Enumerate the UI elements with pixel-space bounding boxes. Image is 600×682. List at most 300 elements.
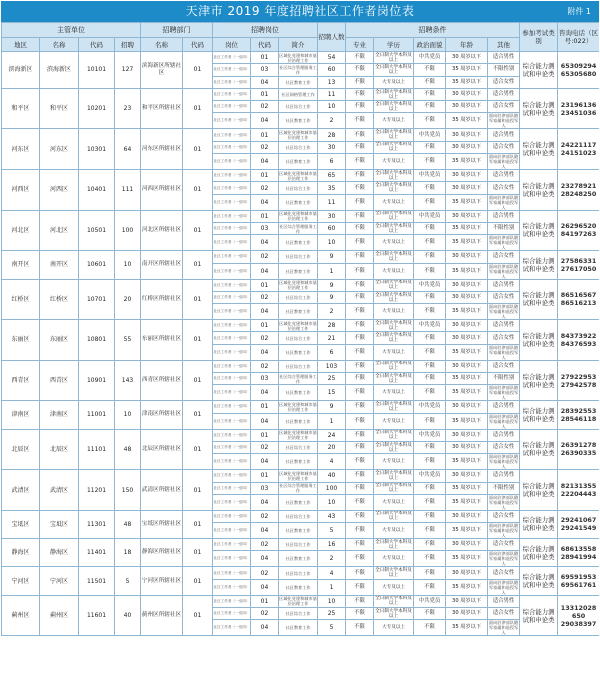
post-brief-cell: 社区教育工作 xyxy=(279,579,318,595)
political-cell: 不限 xyxy=(414,551,446,567)
age-cell: 30 周岁以下 xyxy=(446,251,488,263)
hire-total-cell: 100 xyxy=(115,210,141,251)
hire-count-cell: 43 xyxy=(318,510,346,522)
post-code-cell: 03 xyxy=(251,64,279,76)
post-code-cell: 01 xyxy=(251,470,279,482)
other-cell: 面向驻津部队随军家属和退役军人 xyxy=(488,113,519,129)
education-cell: 全日制大学本科及以上 xyxy=(375,142,412,153)
age-cell: 35 周岁以下 xyxy=(446,551,488,567)
exam-category-cell: 综合能力测试和申论类 xyxy=(520,52,558,89)
region-cell: 和平区 xyxy=(2,88,40,129)
post-name-cell: 社区工作者（一至四） xyxy=(213,263,251,279)
post-name-cell: 社区工作者（一至四） xyxy=(213,429,251,441)
post-code-cell: 02 xyxy=(251,182,279,194)
post-name-cell: 社区工作者（一至四） xyxy=(213,454,251,470)
phone-cell: 65309294 65305680 xyxy=(558,52,599,89)
unit-code-cell: 11101 xyxy=(79,429,115,470)
age-cell: 30 周岁以下 xyxy=(446,210,488,222)
dept-code-cell: 01 xyxy=(183,88,213,129)
post-name-cell: 社区工作者（一至四） xyxy=(213,170,251,182)
political-cell: 不限 xyxy=(414,154,446,170)
post-name-cell: 社区工作者（一至四） xyxy=(213,279,251,291)
unit-name-cell: 南开区 xyxy=(40,251,79,279)
unit-name-cell: 宝坻区 xyxy=(40,510,79,538)
political-cell: 中共党员 xyxy=(414,401,446,413)
post-code-cell: 02 xyxy=(251,441,279,453)
education-cell: 全日制大学本科及以上 xyxy=(375,251,412,262)
title-bar xyxy=(1,1,599,22)
other-cell: 面向驻津部队随军家属和退役军人 xyxy=(488,304,519,320)
age-cell: 30 周岁以下 xyxy=(446,470,488,482)
post-code-cell: 02 xyxy=(251,360,279,372)
major-cell: 不限 xyxy=(346,595,374,607)
phone-cell: 82131355 22204443 xyxy=(558,470,599,511)
political-cell: 中共党员 xyxy=(414,52,446,64)
hire-count-cell: 10 xyxy=(318,595,346,607)
major-cell: 不限 xyxy=(346,454,374,470)
hire-count-cell: 30 xyxy=(318,141,346,153)
major-cell: 不限 xyxy=(346,413,374,429)
political-cell: 中共党员 xyxy=(414,470,446,482)
political-cell: 中共党员 xyxy=(414,210,446,222)
major-cell: 不限 xyxy=(346,401,374,413)
post-brief-cell: 区域化党建和城市基层治理工作 xyxy=(279,430,317,441)
region-cell: 河东区 xyxy=(2,129,40,170)
post-code-cell: 02 xyxy=(251,141,279,153)
major-cell: 不限 xyxy=(346,360,374,372)
political-cell: 不限 xyxy=(414,141,446,153)
post-code-cell: 04 xyxy=(251,551,279,567)
other-cell: 不限性别 xyxy=(488,482,520,494)
age-cell: 30 周岁以下 xyxy=(446,510,488,522)
education-cell: 全日制大学本科及以上 xyxy=(375,320,412,331)
hire-count-cell: 5 xyxy=(318,620,346,636)
hire-count-cell: 6 xyxy=(318,154,346,170)
political-cell: 不限 xyxy=(414,88,446,100)
hire-count-cell: 21 xyxy=(318,332,346,344)
phone-cell: 24221117 24151023 xyxy=(558,129,599,170)
major-cell: 不限 xyxy=(346,263,374,279)
post-name-cell: 社区工作者（一至四） xyxy=(213,194,251,210)
education-cell: 大专及以上 xyxy=(374,113,414,129)
post-brief-cell: 社区教育工作 xyxy=(279,235,318,251)
dept-name-cell: 北辰区所辖社区 xyxy=(141,429,183,470)
education-cell: 全日制大学本科及以上 xyxy=(375,596,412,607)
header-phone: 咨询电话（区号:022） xyxy=(558,23,599,52)
education-cell: 全日制大学本科及以上 xyxy=(375,64,412,75)
post-code-cell: 01 xyxy=(251,52,279,64)
other-cell: 适合男性 xyxy=(488,170,520,182)
post-brief-cell: 社区教育工作 xyxy=(279,413,318,429)
age-cell: 35 周岁以下 xyxy=(446,222,488,234)
other-cell: 适合女性 xyxy=(488,101,520,113)
unit-code-cell: 11201 xyxy=(79,470,115,511)
phone-cell: 28392553 28546118 xyxy=(558,401,599,429)
post-brief-cell: 区域化党建和城市基层治理工作 xyxy=(279,320,317,331)
post-brief-cell: 社区综合工作 xyxy=(279,539,318,551)
post-brief-cell: 区域化党建和城市基层治理工作 xyxy=(279,170,317,181)
unit-code-cell: 10801 xyxy=(79,320,115,361)
post-name-cell: 社区工作者（一至四） xyxy=(213,551,251,567)
age-cell: 30 周岁以下 xyxy=(446,129,488,141)
political-cell: 不限 xyxy=(414,523,446,539)
hire-count-cell: 9 xyxy=(318,291,346,303)
header-age: 年龄 xyxy=(446,38,488,52)
hire-count-cell: 2 xyxy=(318,304,346,320)
education-cell: 全日制大学本科及以上 xyxy=(375,130,412,141)
exam-category-cell: 综合能力测试和申论类 xyxy=(520,595,558,636)
other-cell: 面向驻津部队随军家属和退役军人 xyxy=(488,194,519,210)
major-cell: 不限 xyxy=(346,182,374,194)
major-cell: 不限 xyxy=(346,101,374,113)
political-cell: 中共党员 xyxy=(414,595,446,607)
exam-category-cell: 综合能力测试和申论类 xyxy=(520,429,558,470)
post-brief-cell: 社区综合工作 xyxy=(279,567,318,579)
dept-code-cell: 01 xyxy=(183,429,213,470)
education-cell: 全日制大学本科及以上 xyxy=(375,89,412,100)
political-cell: 不限 xyxy=(414,291,446,303)
other-cell: 面向驻津部队随军家属和退役军人 xyxy=(488,620,519,636)
other-cell: 适合男性 xyxy=(488,401,520,413)
dept-name-cell: 蓟州区所辖社区 xyxy=(141,595,183,636)
political-cell: 中共党员 xyxy=(414,429,446,441)
political-cell: 不限 xyxy=(414,413,446,429)
education-cell: 大专及以上 xyxy=(374,551,414,567)
political-cell: 不限 xyxy=(414,510,446,522)
other-cell: 不限性别 xyxy=(488,222,520,234)
region-cell: 河西区 xyxy=(2,170,40,211)
other-cell: 不限性别 xyxy=(488,64,520,76)
age-cell: 30 周岁以下 xyxy=(446,567,488,579)
table-row xyxy=(2,510,600,522)
education-cell: 全日制大学本科及以上 xyxy=(375,373,412,384)
exam-category-cell: 综合能力测试和申论类 xyxy=(520,251,558,279)
hire-total-cell: 10 xyxy=(115,251,141,279)
unit-name-cell: 东丽区 xyxy=(40,320,79,361)
unit-code-cell: 10301 xyxy=(79,129,115,170)
post-code-cell: 04 xyxy=(251,194,279,210)
hire-total-cell: 20 xyxy=(115,279,141,320)
other-cell: 适合男性 xyxy=(488,129,520,141)
post-name-cell: 社区工作者（一至四） xyxy=(213,88,251,100)
post-code-cell: 04 xyxy=(251,523,279,539)
hire-count-cell: 35 xyxy=(318,182,346,194)
political-cell: 不限 xyxy=(414,441,446,453)
hire-total-cell: 10 xyxy=(115,401,141,429)
other-cell: 面向驻津部队随军家属和退役军人 xyxy=(488,263,519,279)
exam-category-cell: 综合能力测试和申论类 xyxy=(520,510,558,538)
post-brief-cell: 社区教育工作 xyxy=(279,263,318,279)
post-code-cell: 04 xyxy=(251,385,279,401)
other-cell: 适合女性 xyxy=(488,360,520,372)
education-cell: 大专及以上 xyxy=(374,194,414,210)
hire-count-cell: 25 xyxy=(318,608,346,620)
dept-name-cell: 河西区所辖社区 xyxy=(141,170,183,211)
hire-total-cell: 127 xyxy=(115,52,141,89)
dept-code-cell: 01 xyxy=(183,129,213,170)
other-cell: 面向驻津部队随军家属和退役军人 xyxy=(488,494,519,510)
major-cell: 不限 xyxy=(346,194,374,210)
dept-code-cell: 01 xyxy=(183,52,213,89)
education-cell: 大专及以上 xyxy=(374,413,414,429)
post-code-cell: 01 xyxy=(251,129,279,141)
dept-code-cell: 01 xyxy=(183,595,213,636)
unit-code-cell: 11001 xyxy=(79,401,115,429)
table-row xyxy=(2,539,600,551)
education-cell: 全日制大学本科及以上 xyxy=(375,483,412,494)
phone-cell: 27922953 27942578 xyxy=(558,360,599,401)
major-cell: 不限 xyxy=(346,441,374,453)
post-code-cell: 01 xyxy=(251,429,279,441)
post-name-cell: 社区工作者（一至四） xyxy=(213,413,251,429)
unit-name-cell: 河西区 xyxy=(40,170,79,211)
hire-total-cell: 40 xyxy=(115,595,141,636)
hire-count-cell: 60 xyxy=(318,64,346,76)
major-cell: 不限 xyxy=(346,579,374,595)
political-cell: 不限 xyxy=(414,539,446,551)
age-cell: 30 周岁以下 xyxy=(446,608,488,620)
education-cell: 全日制大学本科及以上 xyxy=(375,401,412,412)
age-cell: 30 周岁以下 xyxy=(446,170,488,182)
post-brief-cell: 社区教育工作 xyxy=(279,385,318,401)
post-code-cell: 02 xyxy=(251,608,279,620)
political-cell: 不限 xyxy=(414,64,446,76)
header-dept-group: 招聘部门 xyxy=(141,23,213,38)
phone-cell: 68613558 28941994 xyxy=(558,539,599,567)
hire-count-cell: 9 xyxy=(318,279,346,291)
other-cell: 适合女性 xyxy=(488,76,520,88)
post-brief-cell: 区域化党建和城市基层治理工作 xyxy=(279,130,317,141)
political-cell: 不限 xyxy=(414,454,446,470)
table-row xyxy=(2,470,600,482)
hire-count-cell: 6 xyxy=(318,344,346,360)
phone-cell: 27586331 27617050 xyxy=(558,251,599,279)
exam-category-cell: 综合能力测试和申论类 xyxy=(520,88,558,129)
education-cell: 大专及以上 xyxy=(374,235,414,251)
education-cell: 全日制大学本科及以上 xyxy=(375,511,412,522)
post-name-cell: 社区工作者（一至四） xyxy=(213,291,251,303)
hire-count-cell: 2 xyxy=(318,113,346,129)
dept-name-cell: 滨海新区所辖社区 xyxy=(141,52,183,89)
age-cell: 35 周岁以下 xyxy=(446,579,488,595)
dept-code-cell: 01 xyxy=(183,567,213,595)
dept-code-cell: 01 xyxy=(183,510,213,538)
table-row xyxy=(2,170,600,182)
post-brief-cell: 社区教育工作 xyxy=(279,76,318,88)
age-cell: 35 周岁以下 xyxy=(446,113,488,129)
political-cell: 中共党员 xyxy=(414,170,446,182)
dept-name-cell: 宁河区所辖社区 xyxy=(141,567,183,595)
dept-code-cell: 01 xyxy=(183,210,213,251)
education-cell: 全日制大学本科及以上 xyxy=(375,361,412,372)
major-cell: 不限 xyxy=(346,551,374,567)
education-cell: 全日制大学本科及以上 xyxy=(375,608,412,619)
education-cell: 全日制大学本科及以上 xyxy=(375,280,412,291)
post-code-cell: 04 xyxy=(251,154,279,170)
age-cell: 30 周岁以下 xyxy=(446,88,488,100)
political-cell: 不限 xyxy=(414,101,446,113)
political-cell: 不限 xyxy=(414,494,446,510)
post-name-cell: 社区工作者（一至四） xyxy=(213,608,251,620)
header-major: 专业 xyxy=(346,38,374,52)
post-code-cell: 01 xyxy=(251,210,279,222)
unit-name-cell: 蓟州区 xyxy=(40,595,79,636)
political-cell: 中共党员 xyxy=(414,129,446,141)
post-name-cell: 社区工作者（一至四） xyxy=(213,332,251,344)
hire-total-cell: 143 xyxy=(115,360,141,401)
age-cell: 35 周岁以下 xyxy=(446,482,488,494)
age-cell: 30 周岁以下 xyxy=(446,429,488,441)
other-cell: 适合女性 xyxy=(488,332,520,344)
dept-code-cell: 01 xyxy=(183,401,213,429)
other-cell: 适合男性 xyxy=(488,52,520,64)
political-cell: 不限 xyxy=(414,222,446,234)
education-cell: 全日制大学本科及以上 xyxy=(375,292,412,303)
hire-total-cell: 48 xyxy=(115,510,141,538)
phone-cell: 23278921 28248250 xyxy=(558,170,599,211)
exam-category-cell: 综合能力测试和申论类 xyxy=(520,470,558,511)
unit-code-cell: 10201 xyxy=(79,88,115,129)
post-brief-cell: 社区教育工作 xyxy=(279,344,318,360)
age-cell: 30 周岁以下 xyxy=(446,101,488,113)
unit-code-cell: 10701 xyxy=(79,279,115,320)
political-cell: 中共党员 xyxy=(414,279,446,291)
post-name-cell: 社区工作者（一至四） xyxy=(213,360,251,372)
dept-name-cell: 南开区所辖社区 xyxy=(141,251,183,279)
post-brief-cell: 社区综合工作 xyxy=(279,608,318,620)
age-cell: 35 周岁以下 xyxy=(446,523,488,539)
table-body xyxy=(2,52,600,636)
unit-code-cell: 10501 xyxy=(79,210,115,251)
post-name-cell: 社区工作者（一至四） xyxy=(213,320,251,332)
header-education: 学历 xyxy=(374,38,414,52)
post-name-cell: 社区工作者（一至四） xyxy=(213,64,251,76)
other-cell: 面向驻津部队随军家属和退役军人 xyxy=(488,235,519,251)
major-cell: 不限 xyxy=(346,76,374,88)
major-cell: 不限 xyxy=(346,620,374,636)
age-cell: 35 周岁以下 xyxy=(446,413,488,429)
major-cell: 不限 xyxy=(346,235,374,251)
post-brief-cell: 社区综合工作 xyxy=(279,360,318,372)
other-cell: 适合女性 xyxy=(488,539,520,551)
dept-name-cell: 和平区所辖社区 xyxy=(141,88,183,129)
post-brief-cell: 社区教育工作 xyxy=(279,523,318,539)
other-cell: 适合男性 xyxy=(488,320,520,332)
post-code-cell: 01 xyxy=(251,88,279,100)
hire-count-cell: 10 xyxy=(318,494,346,510)
education-cell: 全日制大学本科及以上 xyxy=(375,470,412,481)
post-name-cell: 社区工作者（一至四） xyxy=(213,251,251,263)
other-cell: 适合女性 xyxy=(488,441,520,453)
hire-count-cell: 10 xyxy=(318,235,346,251)
post-code-cell: 04 xyxy=(251,620,279,636)
education-cell: 全日制大学本科及以上 xyxy=(375,52,412,63)
hire-count-cell: 24 xyxy=(318,429,346,441)
unit-code-cell: 11301 xyxy=(79,510,115,538)
education-cell: 大专及以上 xyxy=(374,344,414,360)
unit-name-cell: 红桥区 xyxy=(40,279,79,320)
education-cell: 大专及以上 xyxy=(374,454,414,470)
unit-name-cell: 北辰区 xyxy=(40,429,79,470)
post-code-cell: 02 xyxy=(251,567,279,579)
age-cell: 30 周岁以下 xyxy=(446,182,488,194)
political-cell: 不限 xyxy=(414,251,446,263)
other-cell: 适合男性 xyxy=(488,429,520,441)
dept-code-cell: 01 xyxy=(183,360,213,401)
age-cell: 35 周岁以下 xyxy=(446,235,488,251)
unit-name-cell: 武清区 xyxy=(40,470,79,511)
hire-total-cell: 64 xyxy=(115,129,141,170)
political-cell: 不限 xyxy=(414,360,446,372)
political-cell: 不限 xyxy=(414,385,446,401)
post-brief-cell: 社区教育工作 xyxy=(279,113,318,129)
hire-count-cell: 11 xyxy=(318,194,346,210)
education-cell: 全日制大学本科及以上 xyxy=(375,442,412,453)
header-unit-name: 名称 xyxy=(40,38,79,52)
post-brief-cell: 社区网格管理工作 xyxy=(279,88,318,100)
major-cell: 不限 xyxy=(346,482,374,494)
post-name-cell: 社区工作者（一至四） xyxy=(213,344,251,360)
post-brief-cell: 社区综合工作 xyxy=(279,101,318,113)
political-cell: 不限 xyxy=(414,344,446,360)
hire-count-cell: 100 xyxy=(318,482,346,494)
other-cell: 适合女性 xyxy=(488,141,520,153)
table-row xyxy=(2,320,600,332)
post-name-cell: 社区工作者（一至四） xyxy=(213,76,251,88)
education-cell: 全日制大学本科及以上 xyxy=(375,539,412,550)
unit-name-cell: 津南区 xyxy=(40,401,79,429)
post-name-cell: 社区工作者（一至四） xyxy=(213,154,251,170)
post-brief-cell: 区域化党建和城市基层治理工作 xyxy=(279,401,317,412)
annex-label: 附件 1 xyxy=(567,7,591,16)
major-cell: 不限 xyxy=(346,129,374,141)
hire-count-cell: 13 xyxy=(318,76,346,88)
major-cell: 不限 xyxy=(346,320,374,332)
major-cell: 不限 xyxy=(346,170,374,182)
post-brief-cell: 社区综合工作 xyxy=(279,441,318,453)
major-cell: 不限 xyxy=(346,141,374,153)
post-code-cell: 01 xyxy=(251,320,279,332)
major-cell: 不限 xyxy=(346,523,374,539)
political-cell: 不限 xyxy=(414,235,446,251)
hire-count-cell: 54 xyxy=(318,52,346,64)
post-brief-cell: 社区教育工作 xyxy=(279,620,318,636)
header-conditions-group: 招聘条件 xyxy=(346,23,520,38)
post-name-cell: 社区工作者（一至四） xyxy=(213,595,251,607)
post-code-cell: 01 xyxy=(251,595,279,607)
other-cell: 适合女性 xyxy=(488,291,520,303)
positions-table xyxy=(1,22,599,636)
post-name-cell: 社区工作者（一至四） xyxy=(213,210,251,222)
post-brief-cell: 社区综合工作 xyxy=(279,291,318,303)
other-cell: 适合女性 xyxy=(488,251,520,263)
post-name-cell: 社区工作者（一至四） xyxy=(213,373,251,385)
post-brief-cell: 社区教育工作 xyxy=(279,154,318,170)
post-brief-cell: 社区教育工作 xyxy=(279,494,318,510)
post-name-cell: 社区工作者（一至四） xyxy=(213,482,251,494)
region-cell: 红桥区 xyxy=(2,279,40,320)
post-name-cell: 社区工作者（一至四） xyxy=(213,113,251,129)
post-brief-cell: 社区教育工作 xyxy=(279,304,318,320)
other-cell: 面向驻津部队随军家属和退役军人 xyxy=(488,523,519,539)
region-cell: 津南区 xyxy=(2,401,40,429)
post-brief-cell: 社区教育工作 xyxy=(279,194,318,210)
other-cell: 面向驻津部队随军家属和退役军人 xyxy=(488,154,519,170)
hire-count-cell: 103 xyxy=(318,360,346,372)
post-brief-cell: 区域化党建和城市基层治理工作 xyxy=(279,52,317,63)
post-code-cell: 04 xyxy=(251,454,279,470)
phone-cell: 84373922 84376593 xyxy=(558,320,599,361)
